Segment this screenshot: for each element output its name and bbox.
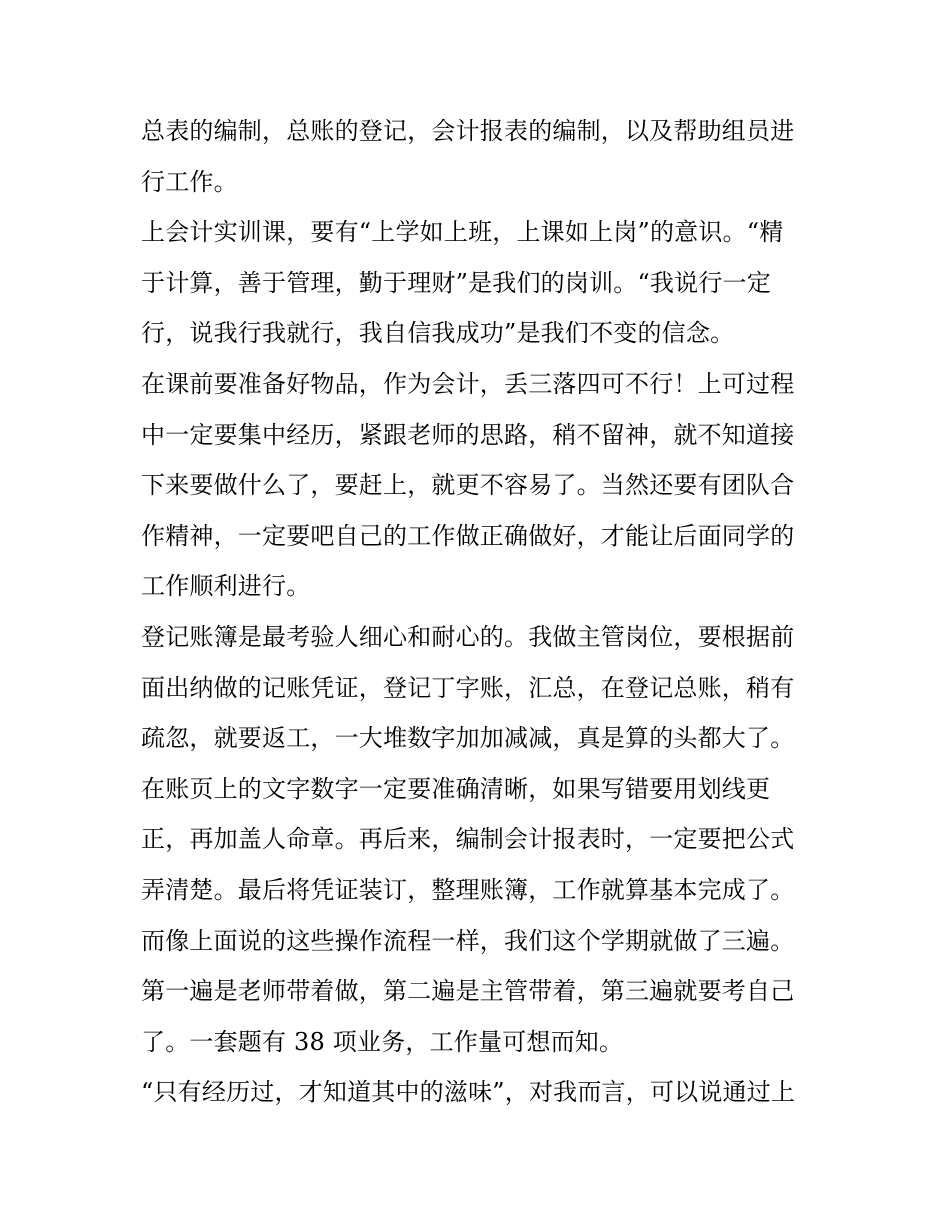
text-line: 弄清楚。最后将凭证装订，整理账簿，工作就算基本完成了。 — [141, 875, 795, 904]
text-line: 第一遍是老师带着做，第二遍是主管带着，第三遍就要考自己 — [141, 977, 795, 1006]
document-body — [141, 106, 821, 1118]
text-line: 于计算，善于管理，勤于理财”是我们的岗训。“我说行一定 — [141, 268, 771, 297]
text-line: “只有经历过，才知道其中的滋味”，对我而言，可以说通过上 — [141, 1078, 796, 1107]
text-line: 下来要做什么了，要赶上，就更不容易了。当然还要有团队合 — [141, 471, 795, 500]
text-line: 面出纳做的记账凭证，登记丁字账，汇总，在登记总账，稍有 — [141, 673, 795, 702]
text-line: 而像上面说的这些操作流程一样，我们这个学期就做了三遍。 — [141, 926, 795, 955]
text-line: 正，再加盖人命章。再后来，编制会计报表时，一定要把公式 — [141, 825, 795, 854]
text-line: 行工作。 — [141, 167, 238, 196]
text-line: 行，说我行我就行，我自信我成功”是我们不变的信念。 — [141, 319, 735, 348]
text-line: 疏忽，就要返工，一大堆数字加加减减，真是算的头都大了。 — [141, 724, 795, 753]
text-line: 工作顺利进行。 — [141, 572, 311, 601]
text-line: 作精神，一定要吧自己的工作做正确做好，才能让后面同学的 — [141, 521, 795, 550]
text-line: 总表的编制，总账的登记，会计报表的编制，以及帮助组员进 — [141, 117, 795, 145]
text-line: 中一定要集中经历，紧跟老师的思路，稍不留神，就不知道接 — [141, 420, 795, 449]
text-line: 上会计实训课，要有“上学如上班，上课如上岗”的意识。“精 — [141, 218, 784, 247]
text-line: 在账页上的文字数字一定要准确清晰，如果写错要用划线更 — [141, 774, 771, 803]
text-line: 了。一套题有 38 项业务，工作量可想而知。 — [141, 1027, 624, 1056]
text-line: 在课前要准备好物品，作为会计，丢三落四可不行！上可过程 — [141, 369, 795, 398]
text-line: 登记账簿是最考验人细心和耐心的。我做主管岗位，要根据前 — [141, 622, 795, 651]
